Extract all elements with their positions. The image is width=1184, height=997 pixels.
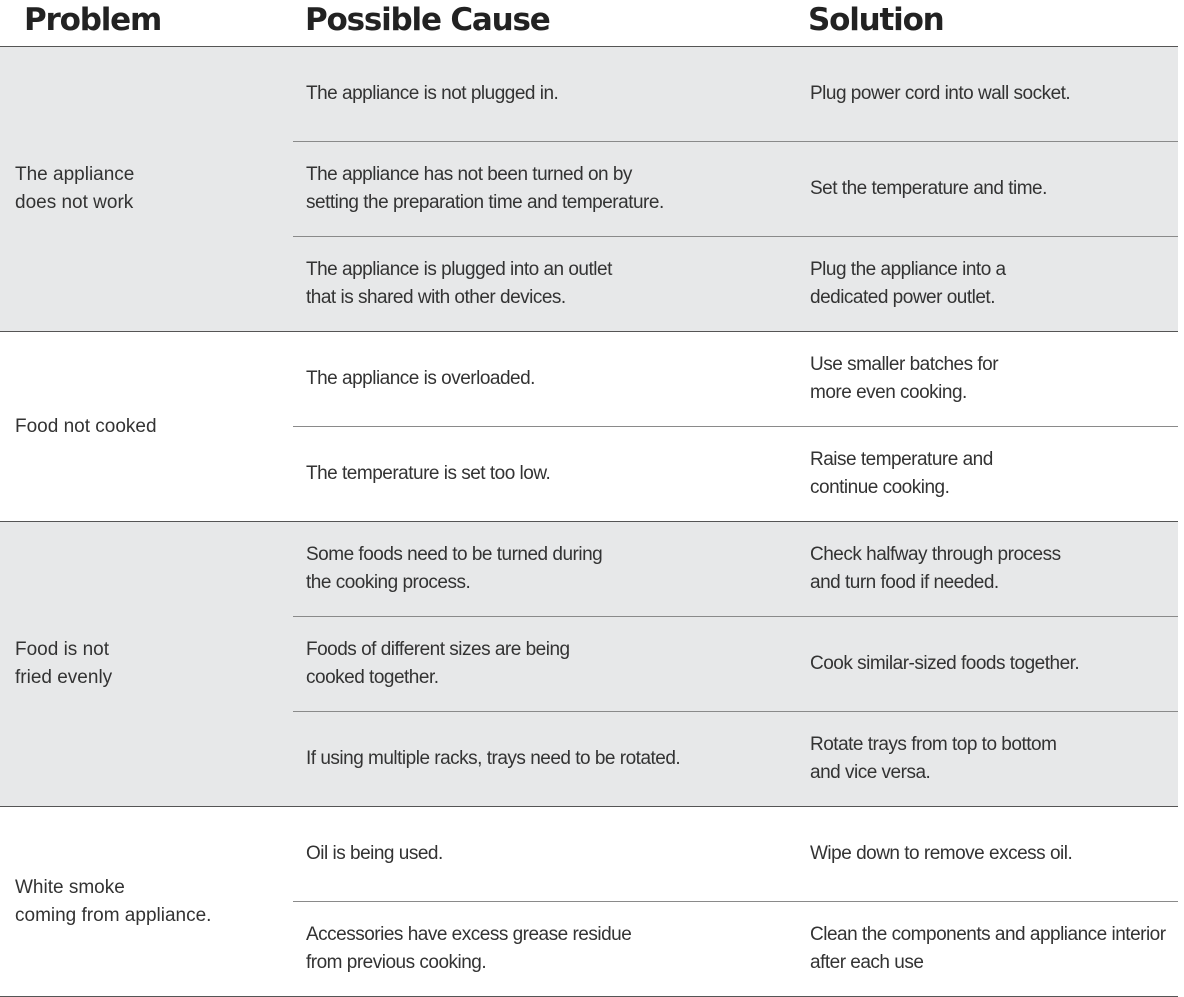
table-row (293, 616, 1178, 711)
cause-cell: The appliance has not been turned on by setting the preparation time and temperature. (306, 164, 664, 213)
table-row (293, 711, 1178, 806)
problem-rows (293, 47, 1178, 331)
solution-cell: Cook similar-sized foods together. (810, 653, 1080, 674)
cause-cell: Foods of different sizes are being cooked together. (306, 639, 570, 688)
header-possible-cause: Possible Cause (305, 2, 550, 38)
solution-cell: Plug power cord into wall socket. (810, 83, 1071, 104)
problem-group (0, 332, 1178, 522)
table-row (293, 426, 1178, 521)
problem-group (0, 47, 1178, 332)
table-row (293, 332, 1178, 426)
cause-cell: Some foods need to be turned during the cooking process. (306, 544, 603, 593)
cause-cell: The temperature is set too low. (306, 463, 551, 484)
cause-cell: If using multiple racks, trays need to be rotated. (306, 748, 681, 769)
table-row (293, 522, 1178, 616)
problem-cell: The appliance does not work (15, 164, 135, 213)
cause-cell: The appliance is overloaded. (306, 368, 535, 389)
problem-rows (293, 522, 1178, 806)
problem-cell: White smoke coming from appliance. (15, 876, 212, 926)
problem-rows (293, 332, 1178, 521)
solution-cell: Clean the components and appliance interior after each use (810, 924, 1166, 973)
problem-group (0, 807, 1178, 997)
problem-cell: Food not cooked (15, 415, 157, 437)
cause-cell: The appliance is not plugged in. (306, 83, 559, 104)
header-problem: Problem (24, 2, 162, 38)
table-row (293, 901, 1178, 996)
table-header (0, 0, 1178, 47)
cause-cell: Oil is being used. (306, 843, 443, 864)
solution-cell: Raise temperature and continue cooking. (810, 449, 993, 498)
solution-cell: Rotate trays from top to bottom and vice versa. (810, 734, 1057, 783)
solution-cell: Check halfway through process and turn food if needed. (810, 544, 1061, 593)
solution-cell: Use smaller batches for more even cooking. (810, 354, 999, 403)
table-row (293, 47, 1178, 141)
problem-cell: Food is not fried evenly (15, 639, 113, 688)
solution-cell: Wipe down to remove excess oil. (810, 843, 1073, 864)
table-row (293, 236, 1178, 331)
cause-cell: Accessories have excess grease residue from previous cooking. (306, 924, 632, 973)
problem-group (0, 522, 1178, 807)
troubleshooting-table (0, 47, 1178, 997)
problem-rows (293, 807, 1178, 996)
cause-cell: The appliance is plugged into an outlet that is shared with other devices. (306, 259, 612, 308)
table-row (293, 141, 1178, 236)
header-solution: Solution (808, 2, 944, 38)
table-row (293, 807, 1178, 901)
solution-cell: Plug the appliance into a dedicated power outlet. (810, 259, 1006, 308)
solution-cell: Set the temperature and time. (810, 178, 1047, 199)
